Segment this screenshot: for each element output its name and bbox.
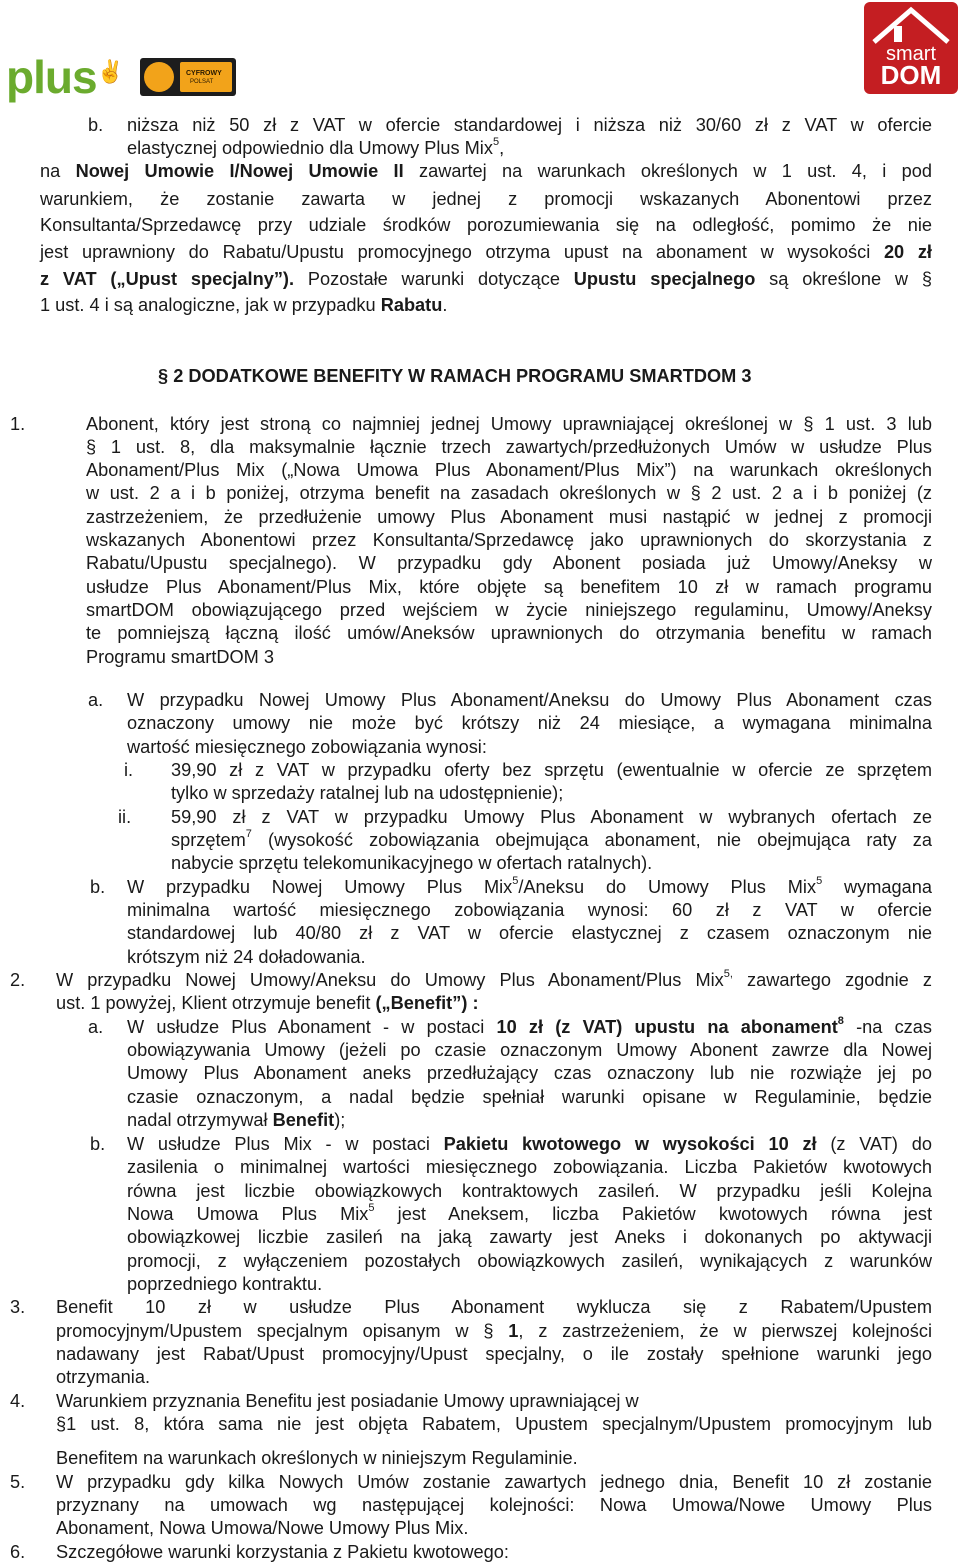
intro-b-label: b. <box>88 115 104 135</box>
item1-line: Rabatu/Upustu specjalnego). W przypadku gdy Abonent posiada już Umowy/Aneksy w <box>86 553 932 573</box>
item1-a-line: oznaczony umowy nie może być krótszy niż 24 miesiące, a wymagana minimalna <box>127 713 932 733</box>
intro-line: na Nowej Umowie I/Nowej Umowie II zawartej na warunkach określonych w 1 ust. 4, i pod <box>40 161 932 181</box>
item1-line: te pomniejszą łączną ilość umów/Aneksów uprawnionych do otrzymania benefitu w ramach <box>86 623 932 643</box>
item1-line: smartDOM obowiązującego przed wejściem w życie niniejszego regulaminu, Umowy/Aneksy <box>86 600 932 620</box>
item5-line: Abonament, Nowa Umowa/Nowe Umowy Plus Mix. <box>56 1518 469 1538</box>
item1-i-line: 39,90 zł z VAT w przypadku oferty bez sprzętu (ewentualnie w ofercie ze sprzętem <box>171 760 932 780</box>
item1-a-label: a. <box>88 690 104 710</box>
intro-line: warunkiem, że zostanie zawarta w jednej z promocji wskazanych Abonentowi przez <box>40 189 932 209</box>
item-number: 6. <box>10 1542 26 1562</box>
item3-line: promocyjnym/Upustem specjalnym opisanym w § 1, z zastrzeżeniem, że w pierwszej kolejności <box>56 1321 933 1341</box>
plus-logo: plus✌ <box>6 51 123 103</box>
item1-line: zastrzeżeniem, że przedłużenie umowy Plus Abonament musi nastąpić w jednej z promocji <box>86 507 932 527</box>
item1-ii-line: nabycie sprzętu telekomunikacyjnego w ofertach ratalnych). <box>171 853 653 873</box>
item1-ii-line: sprzętem$^7$ (wysokość zobowiązania obejmująca abonament, nie obejmująca raty za <box>171 827 932 850</box>
intro-line: Konsultanta/Sprzedawcę przy udziale środków porozumiewania się na odległość, pomimo że nie <box>40 215 932 235</box>
item2-a-label: a. <box>88 1017 104 1037</box>
item4-line: §1 ust. 8, która sama nie jest objęta Rabatem, Upustem specjalnym/Upustem promocyjnym lub <box>56 1414 932 1434</box>
smartdom-logo-text2: DOM <box>880 60 942 90</box>
item2-a-line: czasie oznaczonym, a nadal będzie spełniał warunki opisane w Regulaminie, będzie <box>127 1087 932 1107</box>
item1-b-line: W przypadku Nowej Umowy Plus Mix$^5$/Aneksu do Umowy Plus Mix$^5$ wymagana <box>127 874 933 897</box>
item1-ii-label: ii. <box>118 807 132 827</box>
item1-i-label: i. <box>124 760 134 780</box>
item1-a-line: W przypadku Nowej Umowy Plus Abonament/Aneksu do Umowy Plus Abonament czas <box>127 690 932 710</box>
item1-line: usłudze Plus Abonament/Plus Mix, które objęte są benefitem 10 zł w ramach programu <box>86 577 932 597</box>
intro-line: z VAT („Upust specjalny”). Pozostałe warunki dotyczące Upustu specjalnego są określone w § <box>40 269 932 289</box>
intro-line: 1 ust. 4 i są analogiczne, jak w przypadku Rabatu. <box>40 295 448 315</box>
item4-line: Benefitem na warunkach określonych w niniejszym Regulaminie. <box>56 1448 578 1468</box>
item2-b-line: poprzedniego kontraktu. <box>127 1274 323 1294</box>
item3-line: Benefit 10 zł w usłudze Plus Abonament wyklucza się z Rabatem/Upustem <box>56 1297 932 1317</box>
item1-line: w ust. 2 a i b poniżej, otrzyma benefit na zasadach określonych w § 2 ust. 2 a i b poniżej (z <box>86 483 932 503</box>
item1-a-line: wartość miesięcznego zobowiązania wynosi: <box>127 737 487 757</box>
item3-line: nadawany jest Rabat/Upust promocyjny/Upust specjalny, o ile zostały spełnione warunki jego <box>56 1344 932 1364</box>
item2-a-line: obowiązywania Umowy (jeżeli po czasie oznaczonym Umowy Abonent zawrze dla Nowej <box>127 1040 932 1060</box>
item-number: 2. <box>10 970 26 990</box>
item1-line: Abonament/Plus Mix („Nowa Umowa Plus Abonament/Plus Mix”) na warunkach określonych <box>86 460 932 480</box>
item1-ii-line: 59,90 zł z VAT w przypadku Umowy Plus Abonament w wybranych ofertach ze <box>171 807 932 827</box>
item5-line: W przypadku gdy kilka Nowych Umów zostanie zawartych jednego dnia, Benefit 10 zł zostanie <box>56 1472 932 1492</box>
item2-b-line: równa jest liczbie obowiązkowych kontraktowych zasileń. W przypadku jeśli Kolejna <box>127 1181 932 1201</box>
item1-b-line: standardowej lub 40/80 zł z VAT w ofercie elastycznej z czasem oznaczonym nie <box>127 923 932 943</box>
polsat-ball-icon <box>144 62 174 92</box>
item2-a-line: Umowy Plus Abonament aneks przedłużający czas oznaczony lub nie rozwiąże jej po <box>127 1063 932 1083</box>
item6-line: Szczegółowe warunki korzystania z Pakietu kwotowego: <box>56 1542 509 1562</box>
item-number: 3. <box>10 1297 26 1317</box>
item-number: 1. <box>10 414 26 434</box>
cyfrowy-polsat-logo <box>140 58 236 96</box>
item1-b-label: b. <box>90 877 106 897</box>
item2-a-line: nadal otrzymywał Benefit); <box>127 1110 346 1130</box>
item2-b-label: b. <box>90 1134 106 1154</box>
item1-b-line: krótszym niż 24 doładowania. <box>127 947 366 967</box>
item5-line: przyznany na umowach wg następującej kolejności: Nowa Umowa/Nowe Umowy Plus <box>56 1495 932 1515</box>
item1-line: Programu smartDOM 3 <box>86 647 274 667</box>
item-number: 4. <box>10 1391 26 1411</box>
intro-line: elastycznej odpowiednio dla Umowy Plus Mix$^5$, <box>127 135 505 158</box>
item1-line: wskazanych Abonentowi przez Konsultanta/Sprzedawcę jako uprawnionych do skorzystania z <box>86 530 932 550</box>
item1-line: Abonent, który jest stroną co najmniej jednej Umowy uprawniającej określonej w § 1 ust. 3 lub <box>86 414 932 434</box>
cyfrowy-logo-text: CYFROWY <box>186 70 222 77</box>
smartdom-logo-text1: smart <box>886 43 936 65</box>
item2-line: ust. 1 powyżej, Klient otrzymuje benefit („Benefit”) : <box>56 993 479 1013</box>
item1-line: § 1 ust. 8, dla maksymalnie łącznie trzech zawartych/przedłużonych Umów w usłudze Plus <box>86 437 932 457</box>
item1-b-line: minimalna wartość miesięcznego zobowiązania wynosi: 60 zł z VAT w ofercie <box>127 900 932 920</box>
item4-line: Warunkiem przyznania Benefitu jest posiadanie Umowy uprawniającej w <box>56 1391 639 1411</box>
item2-b-line: W usłudze Plus Mix - w postaci Pakietu kwotowego w wysokości 10 zł (z VAT) do <box>127 1134 932 1154</box>
item2-b-line: Nowa Umowa Plus Mix$^5$ jest Aneksem, liczba Pakietów kwotowych równa jest <box>127 1201 932 1224</box>
item2-b-line: zasilenia o minimalnej wartości miesięcznego zobowiązania. Liczba Pakietów kwotowych <box>127 1157 932 1177</box>
item-number: 5. <box>10 1472 26 1492</box>
intro-line: jest uprawniony do Rabatu/Upustu promocyjnego otrzyma upust na abonament w wysokości 20 zł <box>40 242 932 262</box>
item2-b-line: promocji, z wyłączeniem pozostałych obowiązkowych zasileń, wynikających z warunków <box>127 1251 932 1271</box>
intro-line: niższa niż 50 zł z VAT w ofercie standardowej i niższa niż 30/60 zł z VAT w ofercie <box>127 115 932 135</box>
polsat-logo-text: POLSAT <box>190 79 214 85</box>
item2-a-line: W usłudze Plus Abonament - w postaci 10 zł (z VAT) upustu na abonament$^8$ -na czas <box>127 1014 932 1037</box>
item3-line: otrzymania. <box>56 1367 151 1387</box>
smartdom-logo <box>864 2 958 94</box>
item2-line: W przypadku Nowej Umowy/Aneksu do Umowy Plus Abonament/Plus Mix$^{5,}$ zawartego zgodnie z <box>56 967 932 990</box>
section-heading: § 2 DODATKOWE BENEFITY W RAMACH PROGRAMU SMARTDOM 3 <box>158 366 752 386</box>
item2-b-line: obowiązkowej liczbie zasileń na jaką zawarty jest Aneks i dokonanych po aktywacji <box>127 1227 932 1247</box>
item1-i-line: tylko w sprzedaży ratalnej lub na udostępnienie); <box>171 783 564 803</box>
